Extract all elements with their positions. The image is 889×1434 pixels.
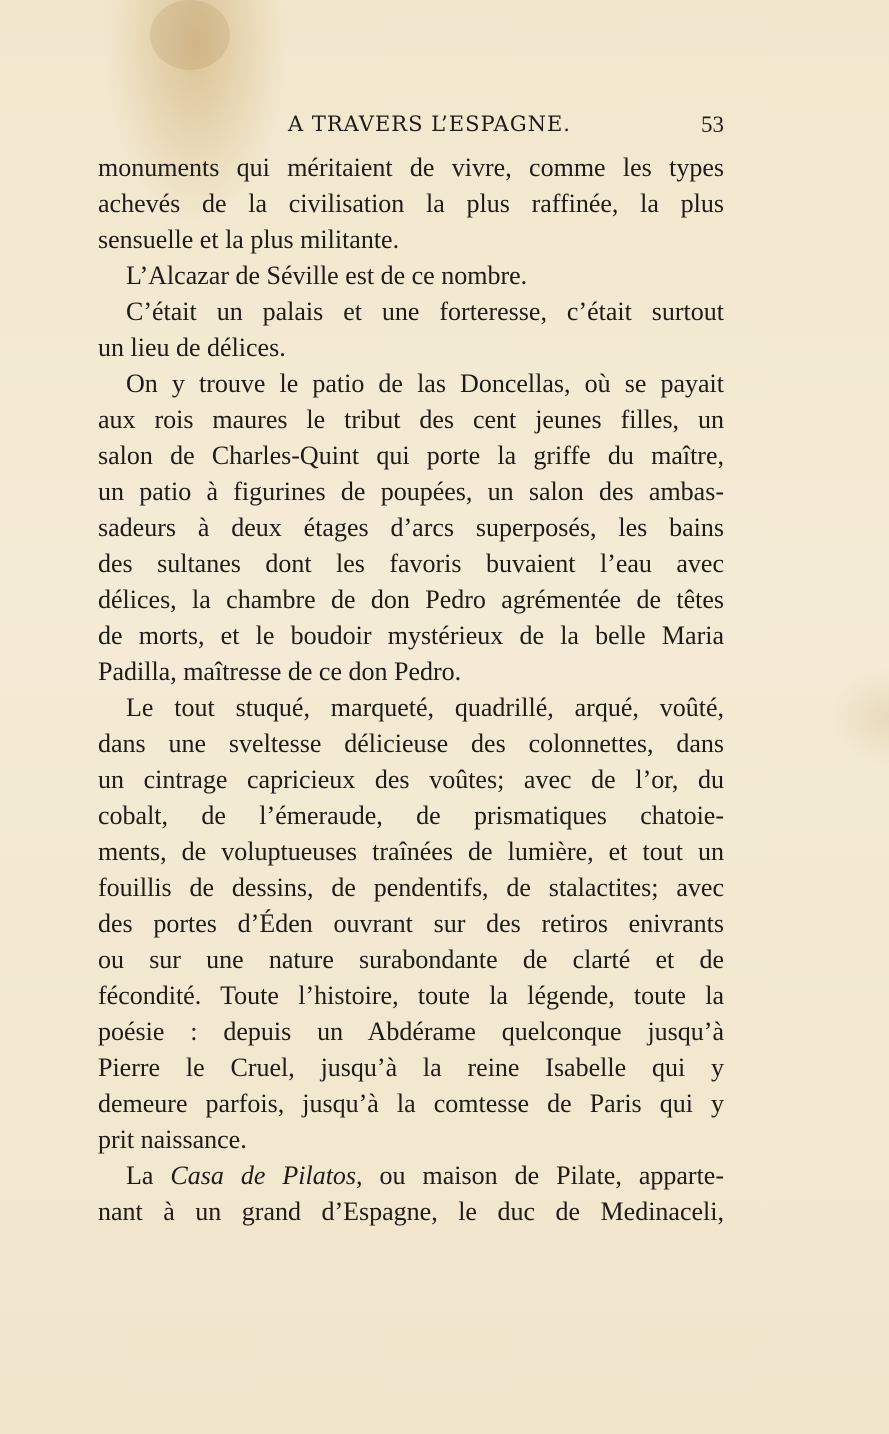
text-line: cobalt, de l’émeraude, de prismatiques chatoie- xyxy=(98,801,724,830)
text-line: nant à un grand d’Espagne, le duc de Medinaceli, xyxy=(98,1197,724,1226)
running-head xyxy=(98,112,724,142)
line-start: La xyxy=(126,1161,171,1190)
text-line: sensuelle et la plus militante. xyxy=(98,225,400,254)
text-line: L’Alcazar de Séville est de ce nombre. xyxy=(126,261,528,290)
text-line: ou sur une nature surabondante de clarté et de xyxy=(98,945,724,974)
text-line: des portes d’Éden ouvrant sur des retiros enivrants xyxy=(98,909,724,938)
text-line: sadeurs à deux étages d’arcs superposés, les bains xyxy=(98,513,724,542)
text-line: des sultanes dont les favoris buvaient l’eau avec xyxy=(98,549,724,578)
text-line: On y trouve le patio de las Doncellas, où se payait xyxy=(126,369,724,398)
text-line: dans une sveltesse délicieuse des colonnettes, dans xyxy=(98,729,724,758)
page-number: 53 xyxy=(701,112,724,137)
text-line: achevés de la civilisation la plus raffinée, la plus xyxy=(98,189,724,218)
text-line: ments, de voluptueuses traînées de lumière, et tout un xyxy=(98,837,724,866)
body-text xyxy=(98,150,724,1230)
text-line: Le tout stuqué, marqueté, quadrillé, arqué, voûté, xyxy=(126,693,724,722)
text-line: Pierre le Cruel, jusqu’à la reine Isabelle qui y xyxy=(98,1053,724,1082)
text-line: demeure parfois, jusqu’à la comtesse de Paris qui y xyxy=(98,1089,724,1118)
text-line: prit naissance. xyxy=(98,1125,247,1154)
text-line: un cintrage capricieux des voûtes; avec de l’or, du xyxy=(98,765,724,794)
text-line: délices, la chambre de don Pedro agrémentée de têtes xyxy=(98,585,724,614)
text-line-with-italic xyxy=(98,1158,724,1194)
text-line: salon de Charles-Quint qui porte la griffe du maître, xyxy=(98,441,724,470)
text-line: Padilla, maîtresse de ce don Pedro. xyxy=(98,657,462,686)
paper-stain xyxy=(150,0,230,70)
text-line: poésie : depuis un Abdérame quelconque jusqu’à xyxy=(98,1017,724,1046)
text-line: aux rois maures le tribut des cent jeunes filles, un xyxy=(98,405,724,434)
italic-title: Casa de Pilatos, xyxy=(170,1161,363,1190)
text-line: fouillis de dessins, de pendentifs, de stalactites; avec xyxy=(98,873,724,902)
text-line: fécondité. Toute l’histoire, toute la légende, toute la xyxy=(98,981,724,1010)
line-end: ou maison de Pilate, apparte- xyxy=(362,1161,724,1190)
running-title: A TRAVERS L’ESPAGNE. xyxy=(288,112,571,136)
text-line: un lieu de délices. xyxy=(98,333,286,362)
text-line: de morts, et le boudoir mystérieux de la belle Maria xyxy=(98,621,724,650)
text-line: un patio à figurines de poupées, un salon des ambas- xyxy=(98,477,724,506)
text-line: monuments qui méritaient de vivre, comme les types xyxy=(98,153,724,182)
text-line: C’était un palais et une forteresse, c’était surtout xyxy=(126,297,724,326)
